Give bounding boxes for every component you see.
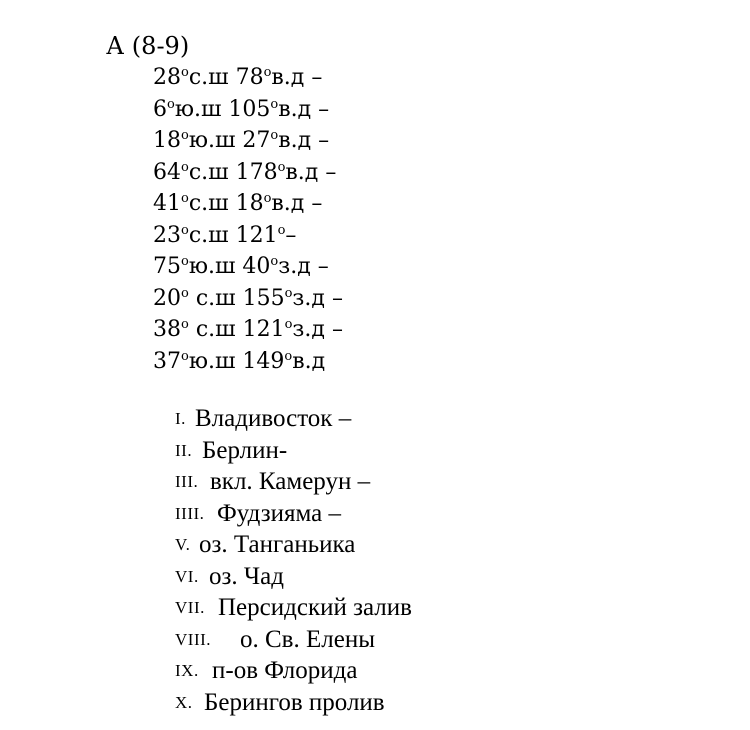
roman-numeral: V.	[175, 535, 191, 554]
roman-numeral: X.	[175, 692, 193, 712]
place-name: Берингов пролив	[204, 688, 385, 716]
coordinate-text: $64^ос.ш$ $178^ов.д$ –	[153, 159, 337, 185]
coordinate-text: $18^ою.ш$ $27^ов.д$ –	[153, 128, 330, 153]
roman-numeral: II.	[175, 440, 193, 460]
roman-numeral: III.	[175, 472, 199, 491]
coordinate-text: $75^ою.ш$ $40^оз.д$ –	[153, 254, 329, 279]
place-name: Берлин-	[202, 436, 288, 464]
roman-numeral: VIII.	[175, 629, 212, 649]
place-name: о. Св. Елены	[240, 625, 375, 653]
place-name: Владивосток –	[195, 405, 352, 432]
coordinate-text: $20^о$ с.ш $155^оз.д$ –	[153, 285, 343, 311]
coordinate-text: $6^ою.ш$ $105^ов.д$ –	[153, 96, 330, 122]
roman-numeral: IIII.	[175, 503, 205, 523]
coordinate-text: $41^ос.ш$ $18^ов.д$ –	[153, 191, 323, 216]
place-name: оз. Танганьика	[199, 531, 356, 558]
coordinate-text: $38^о$ с.ш $121^оз.д$ –	[153, 317, 343, 342]
place-name: Персидский залив	[218, 594, 412, 621]
place-name: Фудзияма –	[217, 499, 341, 527]
place-name: оз. Чад	[209, 562, 284, 590]
section-heading: А (8-9)	[106, 32, 190, 60]
coordinate-text: $37^ою.ш$ $149^ов.д$	[153, 348, 326, 374]
roman-numeral: I.	[175, 409, 186, 428]
roman-numeral: VI.	[175, 566, 199, 586]
roman-numeral: VII.	[175, 598, 205, 617]
place-name: п-ов Флорида	[212, 657, 358, 684]
coordinate-text: $23^ос.ш$ $121^о-$	[153, 222, 297, 248]
roman-numeral: IX.	[175, 661, 199, 680]
coordinate-text: $28^ос.ш$ $78^ов.д$ –	[153, 65, 323, 90]
place-name: вкл. Камерун –	[210, 468, 371, 495]
